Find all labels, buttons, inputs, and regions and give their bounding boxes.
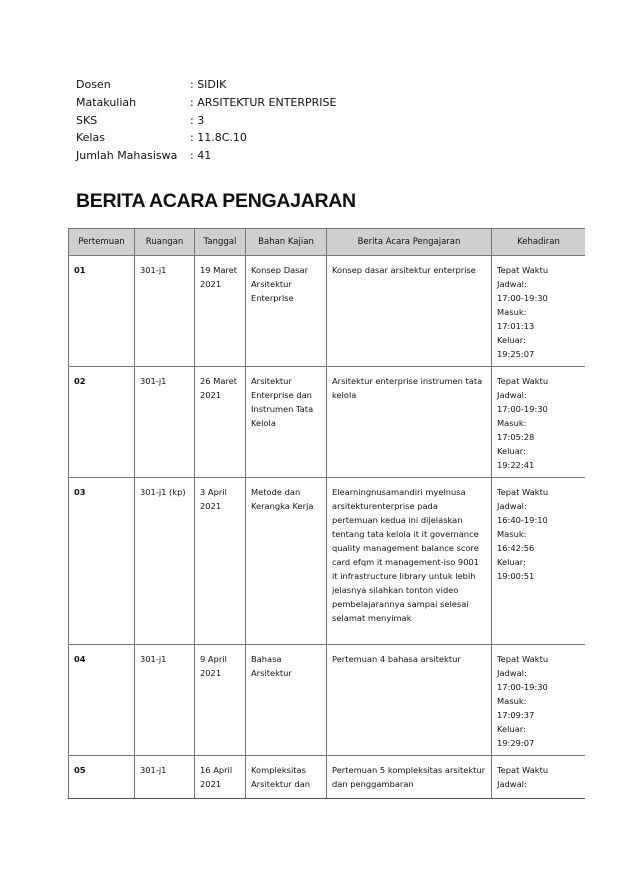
info-row-kelas bbox=[76, 129, 336, 147]
page-title: BERITA ACARA PENGAJARAN bbox=[76, 190, 356, 212]
cell-tanggal: 16 April 2021 bbox=[195, 756, 246, 800]
table-row bbox=[69, 645, 586, 756]
matakuliah-value: : ARSITEKTUR ENTERPRISE bbox=[190, 95, 337, 109]
cell-tanggal: 19 Maret 2021 bbox=[195, 256, 246, 367]
cell-kehadiran: Tepat Waktu Jadwal: bbox=[492, 756, 586, 800]
jumlah-mahasiswa-label: Jumlah Mahasiswa bbox=[76, 149, 178, 163]
cell-pertemuan: 01 bbox=[69, 256, 135, 367]
kelas-value: : 11.8C.10 bbox=[190, 131, 247, 145]
cell-berita-acara: Elearningnusamandiri myelnusa arsitekturenterprise pada pertemuan kedua ini dijelaskan tentang tata kelola it it governance quality management balance score card efqm it management-iso 9001 it infrastructure library untuk lebih jelasnya silahkan tonton video pembelajarannya sampai selesai selamat menyimak bbox=[327, 478, 492, 645]
info-row-jumlah bbox=[76, 147, 336, 165]
dosen-label: Dosen bbox=[76, 78, 111, 91]
header-ruangan: Ruangan bbox=[135, 229, 195, 256]
cell-berita-acara: Konsep dasar arsitektur enterprise bbox=[327, 256, 492, 367]
info-row-dosen bbox=[76, 76, 336, 94]
berita-acara-table-container bbox=[68, 228, 585, 799]
kelas-label: Kelas bbox=[76, 131, 105, 145]
cell-pertemuan: 04 bbox=[69, 645, 135, 756]
cell-pertemuan: 05 bbox=[69, 756, 135, 800]
header-pertemuan: Pertemuan bbox=[69, 229, 135, 256]
cell-kehadiran: Tepat Waktu Jadwal: 17:00-19:30 Masuk: 17:01:13 Keluar: 19:25:07 bbox=[492, 256, 586, 367]
cell-bahan-kajian: Arsitektur Enterprise dan Instrumen Tata Kelola bbox=[246, 367, 327, 478]
info-row-matakuliah bbox=[76, 94, 336, 112]
header-kehadiran: Kehadiran bbox=[492, 229, 586, 256]
table-row bbox=[69, 256, 586, 367]
cell-ruangan: 301-j1 bbox=[135, 256, 195, 367]
cell-kehadiran: Tepat Waktu Jadwal: 17:00-19:30 Masuk: 17:05:28 Keluar: 19:22:41 bbox=[492, 367, 586, 478]
info-row-sks bbox=[76, 112, 336, 130]
cell-pertemuan: 03 bbox=[69, 478, 135, 645]
cell-tanggal: 9 April 2021 bbox=[195, 645, 246, 756]
header-berita-acara: Berita Acara Pengajaran bbox=[327, 229, 492, 256]
cell-berita-acara: Pertemuan 5 kompleksitas arsitektur dan penggambaran bbox=[327, 756, 492, 800]
header-bahan-kajian: Bahan Kajian bbox=[246, 229, 327, 256]
cell-tanggal: 26 Maret 2021 bbox=[195, 367, 246, 478]
cell-ruangan: 301-j1 (kp) bbox=[135, 478, 195, 645]
table-row bbox=[69, 756, 586, 800]
cell-bahan-kajian: Konsep Dasar Arsitektur Enterprise bbox=[246, 256, 327, 367]
cell-tanggal: 3 April 2021 bbox=[195, 478, 246, 645]
cell-kehadiran: Tepat Waktu Jadwal: 16:40-19:10 Masuk: 16:42:56 Keluar: 19:00:51 bbox=[492, 478, 586, 645]
berita-acara-table bbox=[68, 228, 585, 799]
cell-ruangan: 301-j1 bbox=[135, 367, 195, 478]
sks-label: SKS bbox=[76, 113, 98, 127]
table-header-row bbox=[69, 229, 586, 256]
cell-bahan-kajian: Kompleksitas Arsitektur dan bbox=[246, 756, 327, 800]
cell-bahan-kajian: Bahasa Arsitektur bbox=[246, 645, 327, 756]
cell-berita-acara: Pertemuan 4 bahasa arsitektur bbox=[327, 645, 492, 756]
cell-berita-acara: Arsitektur enterprise instrumen tata kelola bbox=[327, 367, 492, 478]
cell-bahan-kajian: Metode dan Kerangka Kerja bbox=[246, 478, 327, 645]
course-info bbox=[76, 76, 336, 165]
cell-pertemuan: 02 bbox=[69, 367, 135, 478]
sks-value: : 3 bbox=[190, 113, 205, 127]
matakuliah-label: Matakuliah bbox=[76, 95, 137, 109]
header-tanggal: Tanggal bbox=[195, 229, 246, 256]
cell-ruangan: 301-j1 bbox=[135, 756, 195, 800]
cell-ruangan: 301-j1 bbox=[135, 645, 195, 756]
table-row bbox=[69, 478, 586, 645]
jumlah-mahasiswa-value: : 41 bbox=[190, 149, 212, 163]
dosen-value: : SIDIK bbox=[190, 78, 227, 91]
table-row bbox=[69, 367, 586, 478]
cell-kehadiran: Tepat Waktu Jadwal: 17:00-19:30 Masuk: 17:09:37 Keluar: 19:29:07 bbox=[492, 645, 586, 756]
